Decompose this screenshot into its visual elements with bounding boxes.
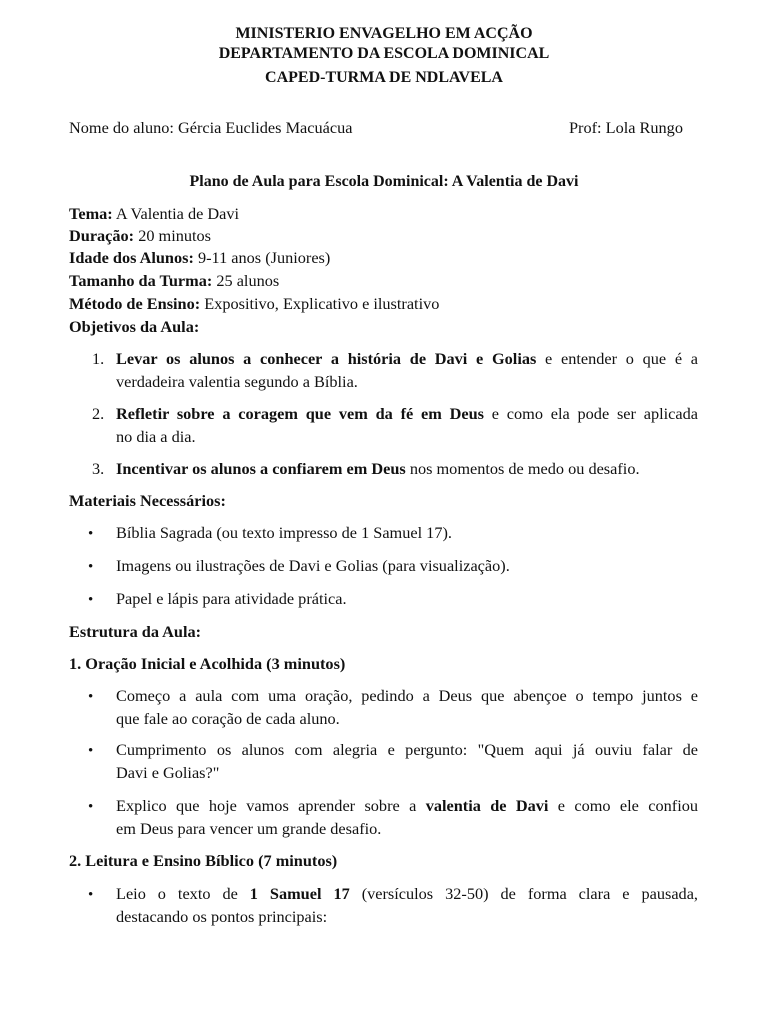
section1-item3-line1 [116,796,698,816]
section1-title: 1. Oração Inicial e Acolhida (3 minutos) [69,654,346,673]
idade-value: 9-11 anos (Juniores) [197,248,331,267]
section1-item1-line1: Começo a aula com uma oração, pedindo a Deus que abençoe o tempo juntos e [116,686,698,705]
header-ministry: MINISTERIO ENVAGELHO EM ACÇÃO [235,25,533,42]
objetivos-heading: Objetivos da Aula: [69,317,200,336]
teacher-line [569,118,683,138]
objetivo-2-line2: no dia a dia. [116,427,196,446]
info-metodo [69,294,439,314]
material-item: Papel e lápis para atividade prática. [116,589,347,608]
section2-title: 2. Leitura e Ensino Bíblico (7 minutos) [69,851,338,870]
tema-label: Tema: [69,204,113,223]
objetivo-3-line1 [116,459,640,479]
bullet-icon: • [88,743,94,759]
duracao-label: Duração: [69,226,135,245]
objetivo-1-bold: Levar os alunos a conhecer a história de Davi e Golias [116,349,537,368]
material-item: Imagens ou ilustrações de Davi e Golias (para visualização). [116,556,510,575]
objetivo-3-bold: Incentivar os alunos a confiarem em Deus [116,459,406,478]
tamanho-value: 25 alunos [216,271,280,290]
section2-item1-bold: 1 Samuel 17 [249,884,350,903]
objetivo-1-line2: verdadeira valentia segundo a Bíblia. [116,372,358,391]
objetivo-1-line1 [116,349,698,369]
objetivo-2-line1 [116,404,698,424]
section1-item3-c: e como ele confiou [548,796,699,815]
info-tamanho [69,271,279,291]
objetivo-2-bold: Refletir sobre a coragem que vem da fé em Deus [116,404,484,423]
section1-item3-bold: valentia de Davi [425,796,549,815]
teacher-name: Lola Rungo [605,118,683,137]
objetivo-2-rest: e como ela pode ser aplicada [483,404,698,423]
objetivo-number: 2. [92,404,105,423]
bullet-icon: • [88,592,94,608]
metodo-label: Método de Ensino: [69,294,201,313]
objetivo-3-rest: nos momentos de medo ou desafio. [405,459,640,478]
section2-item1-a: Leio o texto de [116,884,250,903]
duracao-value: 20 minutos [138,226,212,245]
section2-item1-line1 [116,884,698,904]
idade-label: Idade dos Alunos: [69,248,194,267]
student-name: Gércia Euclides Macuácua [177,118,353,137]
section1-item3-a: Explico que hoje vamos aprender sobre a [116,796,426,815]
lesson-title: Plano de Aula para Escola Dominical: A Valentia de Davi [189,173,579,190]
section2-item1-c: (versículos 32-50) de forma clara e pausada, [349,884,698,903]
header-class: CAPED-TURMA DE NDLAVELA [265,69,503,86]
info-idade [69,248,330,268]
tema-value: A Valentia de Davi [115,204,240,223]
info-duracao [69,226,211,246]
section1-item1-line2: que fale ao coração de cada aluno. [116,709,340,728]
objetivo-number: 3. [92,459,105,478]
objetivo-number: 1. [92,349,105,368]
bullet-icon: • [88,689,94,705]
header-department: DEPARTAMENTO DA ESCOLA DOMINICAL [218,45,550,62]
objetivo-1-rest: e entender o que é a [536,349,698,368]
bullet-icon: • [88,526,94,542]
materiais-heading: Materiais Necessários: [69,491,226,510]
student-label: Nome do aluno: [69,118,174,137]
section2-item1-line2: destacando os pontos principais: [116,907,328,926]
metodo-value: Expositivo, Explicativo e ilustrativo [204,294,440,313]
tamanho-label: Tamanho da Turma: [69,271,213,290]
material-item: Bíblia Sagrada (ou texto impresso de 1 Samuel 17). [116,523,452,542]
section1-item2-line1: Cumprimento os alunos com alegria e pergunto: "Quem aqui já ouviu falar de [116,740,698,759]
teacher-label: Prof: [569,118,602,137]
estrutura-heading: Estrutura da Aula: [69,622,202,641]
bullet-icon: • [88,559,94,575]
bullet-icon: • [88,799,94,815]
section1-item2-line2: Davi e Golias?" [116,763,220,782]
info-tema [69,204,239,224]
section1-item3-line2: em Deus para vencer um grande desafio. [116,819,382,838]
student-name-line [69,118,352,138]
bullet-icon: • [88,887,94,903]
